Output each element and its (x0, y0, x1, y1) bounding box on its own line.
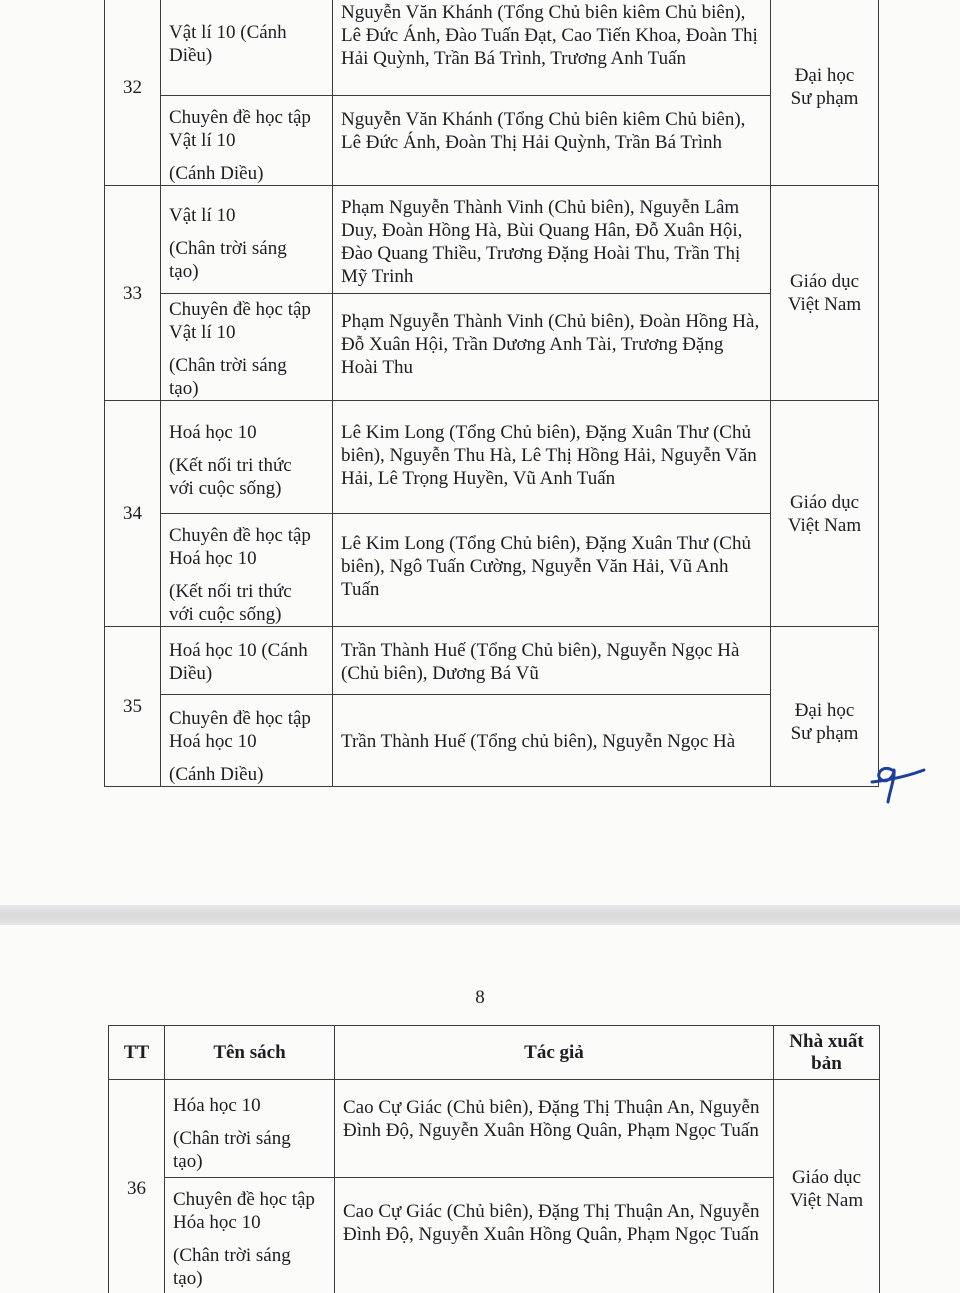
authors-cell (335, 1178, 774, 1293)
book-series-note: (Cánh Diều) (169, 163, 264, 184)
document-page-bottom (0, 925, 960, 1293)
authors-cell (333, 514, 771, 627)
book-title-cell (161, 186, 333, 294)
column-header-authors: Tác giả (335, 1026, 774, 1080)
authors-text: Nguyễn Văn Khánh (Tổng Chủ biên kiêm Chủ biên), Lê Đức Ánh, Đoàn Thị Hải Quỳnh, Trần Bá Trình (341, 109, 746, 153)
column-header-title: Tên sách (165, 1026, 335, 1080)
table-row (105, 294, 879, 401)
book-series-note: (Chân trời sáng tạo) (173, 1245, 291, 1289)
book-title: Hoá học 10 (Cánh Diều) (169, 640, 308, 684)
book-title: Chuyên đề học tập Hoá học 10 (169, 525, 311, 569)
authors-cell (333, 96, 771, 186)
book-title-cell (161, 514, 333, 627)
table-row (105, 186, 879, 294)
handwritten-signature-mark (868, 760, 928, 810)
publisher-cell (771, 0, 879, 186)
book-title-cell (161, 401, 333, 514)
row-number: 36 (109, 1080, 165, 1293)
authors-cell (333, 401, 771, 514)
book-title-cell (161, 627, 333, 695)
book-title-cell (161, 695, 333, 787)
book-title-cell (165, 1178, 335, 1293)
row-number: 34 (105, 401, 161, 627)
authors-text: Trần Thành Huế (Tổng Chủ biên), Nguyễn Ngọc Hà (Chủ biên), Dương Bá Vũ (341, 640, 740, 684)
book-title-cell (161, 96, 333, 186)
book-series-note: (Chân trời sáng tạo) (169, 238, 287, 282)
table-row (109, 1178, 880, 1293)
publisher-cell (771, 401, 879, 627)
authors-cell (333, 627, 771, 695)
column-header-tt: TT (109, 1026, 165, 1080)
publisher-cell (771, 186, 879, 401)
book-title: Chuyên đề học tập Vật lí 10 (169, 299, 311, 343)
book-title-cell (161, 294, 333, 401)
authors-cell (335, 1080, 774, 1178)
authors-cell (333, 0, 771, 96)
table-header-row (109, 1026, 880, 1080)
table-row (105, 96, 879, 186)
book-series-note: (Chân trời sáng tạo) (173, 1128, 291, 1172)
book-title: Hóa học 10 (173, 1095, 261, 1116)
book-title: Vật lí 10 (Cánh Diều) (169, 22, 287, 66)
table-row (105, 514, 879, 627)
row-number: 33 (105, 186, 161, 401)
page-number: 8 (475, 987, 485, 1008)
book-title: Chuyên đề học tập Hoá học 10 (169, 708, 311, 752)
book-series-note: (Kết nối tri thức với cuộc sống) (169, 455, 292, 499)
authors-text: Lê Kim Long (Tổng Chủ biên), Đặng Xuân Thư (Chủ biên), Ngô Tuấn Cường, Nguyễn Văn Hải, Vũ Anh Tuấn (341, 533, 751, 600)
book-title-cell (165, 1080, 335, 1178)
page-separator (0, 905, 960, 925)
authors-cell (333, 695, 771, 787)
authors-text: Nguyễn Văn Khánh (Tổng Chủ biên kiêm Chủ biên), Lê Đức Ánh, Đào Tuấn Đạt, Cao Tiến Khoa, Đoàn Thị Hải Quỳnh, Trần Bá Trình, Trương Anh Tuấn (341, 2, 758, 69)
authors-cell (333, 186, 771, 294)
authors-text: Phạm Nguyễn Thành Vinh (Chủ biên), Nguyễn Lâm Duy, Đoàn Hồng Hà, Bùi Quang Hân, Đỗ Xuân Hội, Đào Quang Thiều, Trương Đặng Hoài Thu, Trần Thị Mỹ Trinh (341, 197, 743, 287)
publisher-name: Đại học Sư phạm (790, 65, 859, 109)
authors-text: Lê Kim Long (Tổng Chủ biên), Đặng Xuân Thư (Chủ biên), Nguyễn Thu Hà, Lê Thị Hồng Hải, Nguyễn Văn Hải, Lê Trọng Huyền, Vũ Anh Tuấn (341, 422, 757, 489)
authors-text: Cao Cự Giác (Chủ biên), Đặng Thị Thuận An, Nguyễn Đình Độ, Nguyễn Xuân Hồng Quân, Phạm Ngọc Tuấn (343, 1201, 760, 1245)
book-title: Hoá học 10 (169, 422, 257, 443)
book-series-note: (Chân trời sáng tạo) (169, 355, 287, 399)
table-row (105, 0, 879, 96)
table-row (105, 695, 879, 787)
book-title: Vật lí 10 (169, 205, 236, 226)
book-series-note: (Kết nối tri thức với cuộc sống) (169, 581, 292, 625)
publisher-name: Giáo dục Việt Nam (787, 271, 862, 315)
table-row (105, 627, 879, 695)
authors-cell (333, 294, 771, 401)
book-title-cell (161, 0, 333, 96)
textbook-table-bottom (108, 1025, 880, 1293)
textbook-table-top (104, 0, 879, 787)
authors-text: Cao Cự Giác (Chủ biên), Đặng Thị Thuận An, Nguyễn Đình Độ, Nguyễn Xuân Hồng Quân, Phạm Ngọc Tuấn (343, 1097, 760, 1141)
publisher-cell (771, 627, 879, 787)
authors-text: Phạm Nguyễn Thành Vinh (Chủ biên), Đoàn Hồng Hà, Đỗ Xuân Hội, Trần Dương Anh Tài, Trương Đặng Hoài Thu (341, 311, 760, 378)
publisher-name: Đại học Sư phạm (790, 699, 859, 744)
book-title: Chuyên đề học tập Hóa học 10 (173, 1189, 315, 1233)
authors-text: Trần Thành Huế (Tổng chủ biên), Nguyễn Ngọc Hà (341, 731, 736, 752)
row-number: 35 (105, 627, 161, 787)
publisher-name: Giáo dục Việt Nam (789, 1166, 864, 1211)
row-number: 32 (105, 0, 161, 186)
book-series-note: (Cánh Diều) (169, 764, 264, 785)
publisher-cell (774, 1080, 880, 1293)
table-row (109, 1080, 880, 1178)
publisher-name: Giáo dục Việt Nam (787, 491, 862, 536)
book-title: Chuyên đề học tập Vật lí 10 (169, 107, 311, 151)
column-header-publisher: Nhà xuất bản (774, 1026, 880, 1080)
table-row (105, 401, 879, 514)
